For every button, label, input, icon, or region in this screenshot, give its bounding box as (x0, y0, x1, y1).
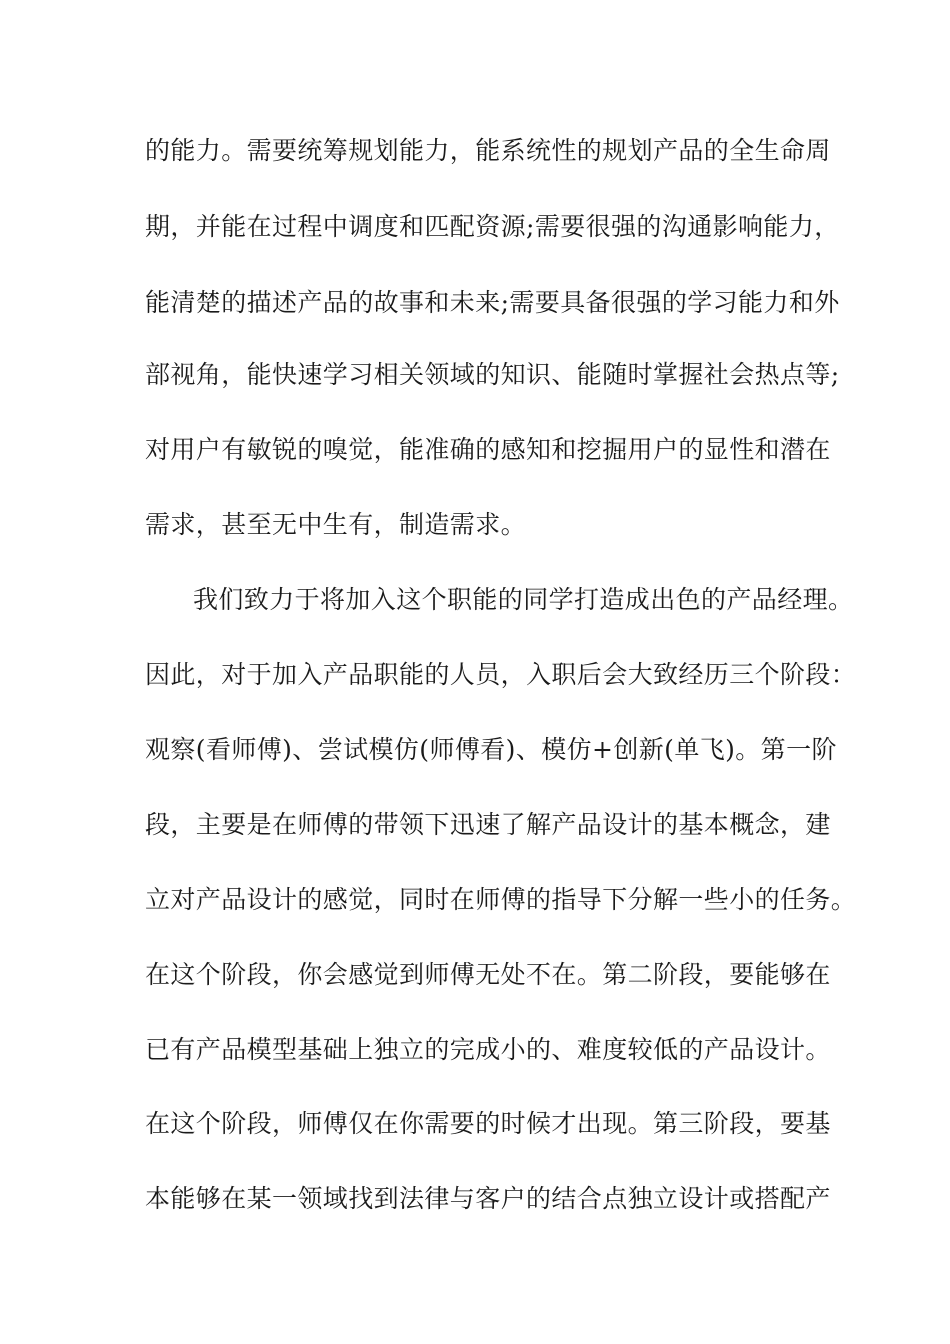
text-line: 立对产品设计的感觉，同时在师傅的指导下分解一些小的任务。 (145, 885, 857, 914)
text-line: 观察(看师傅)、尝试模仿(师傅看)、模仿+创新(单飞)。第一阶 (145, 735, 837, 764)
text-line: 对用户有敏锐的嗅觉，能准确的感知和挖掘用户的显性和潜在 (145, 435, 831, 464)
text-line: 的能力。需要统筹规划能力，能系统性的规划产品的全生命周 (145, 136, 831, 165)
text-line: 在这个阶段，你会感觉到师傅无处不在。第二阶段，要能够在 (145, 960, 831, 989)
text-line: 期，并能在过程中调度和匹配资源;需要很强的沟通影响能力， (145, 212, 840, 241)
paragraph-first-line: 我们致力于将加入这个职能的同学打造成出色的产品经理。 (193, 585, 854, 614)
text-line: 需求，甚至无中生有，制造需求。 (145, 510, 527, 539)
text-line: 部视角，能快速学习相关领域的知识、能随时掌握社会热点等; (145, 360, 840, 389)
text-line: 已有产品模型基础上独立的完成小的、难度较低的产品设计。 (145, 1035, 831, 1064)
text-line: 本能够在某一领域找到法律与客户的结合点独立设计或搭配产 (145, 1184, 831, 1213)
text-line: 段，主要是在师傅的带领下迅速了解产品设计的基本概念，建 (145, 810, 831, 839)
text-line: 在这个阶段，师傅仅在你需要的时候才出现。第三阶段，要基 (145, 1109, 831, 1138)
text-line: 能清楚的描述产品的故事和未来;需要具备很强的学习能力和外 (145, 288, 840, 317)
text-line: 因此，对于加入产品职能的人员，入职后会大致经历三个阶段： (145, 660, 857, 689)
